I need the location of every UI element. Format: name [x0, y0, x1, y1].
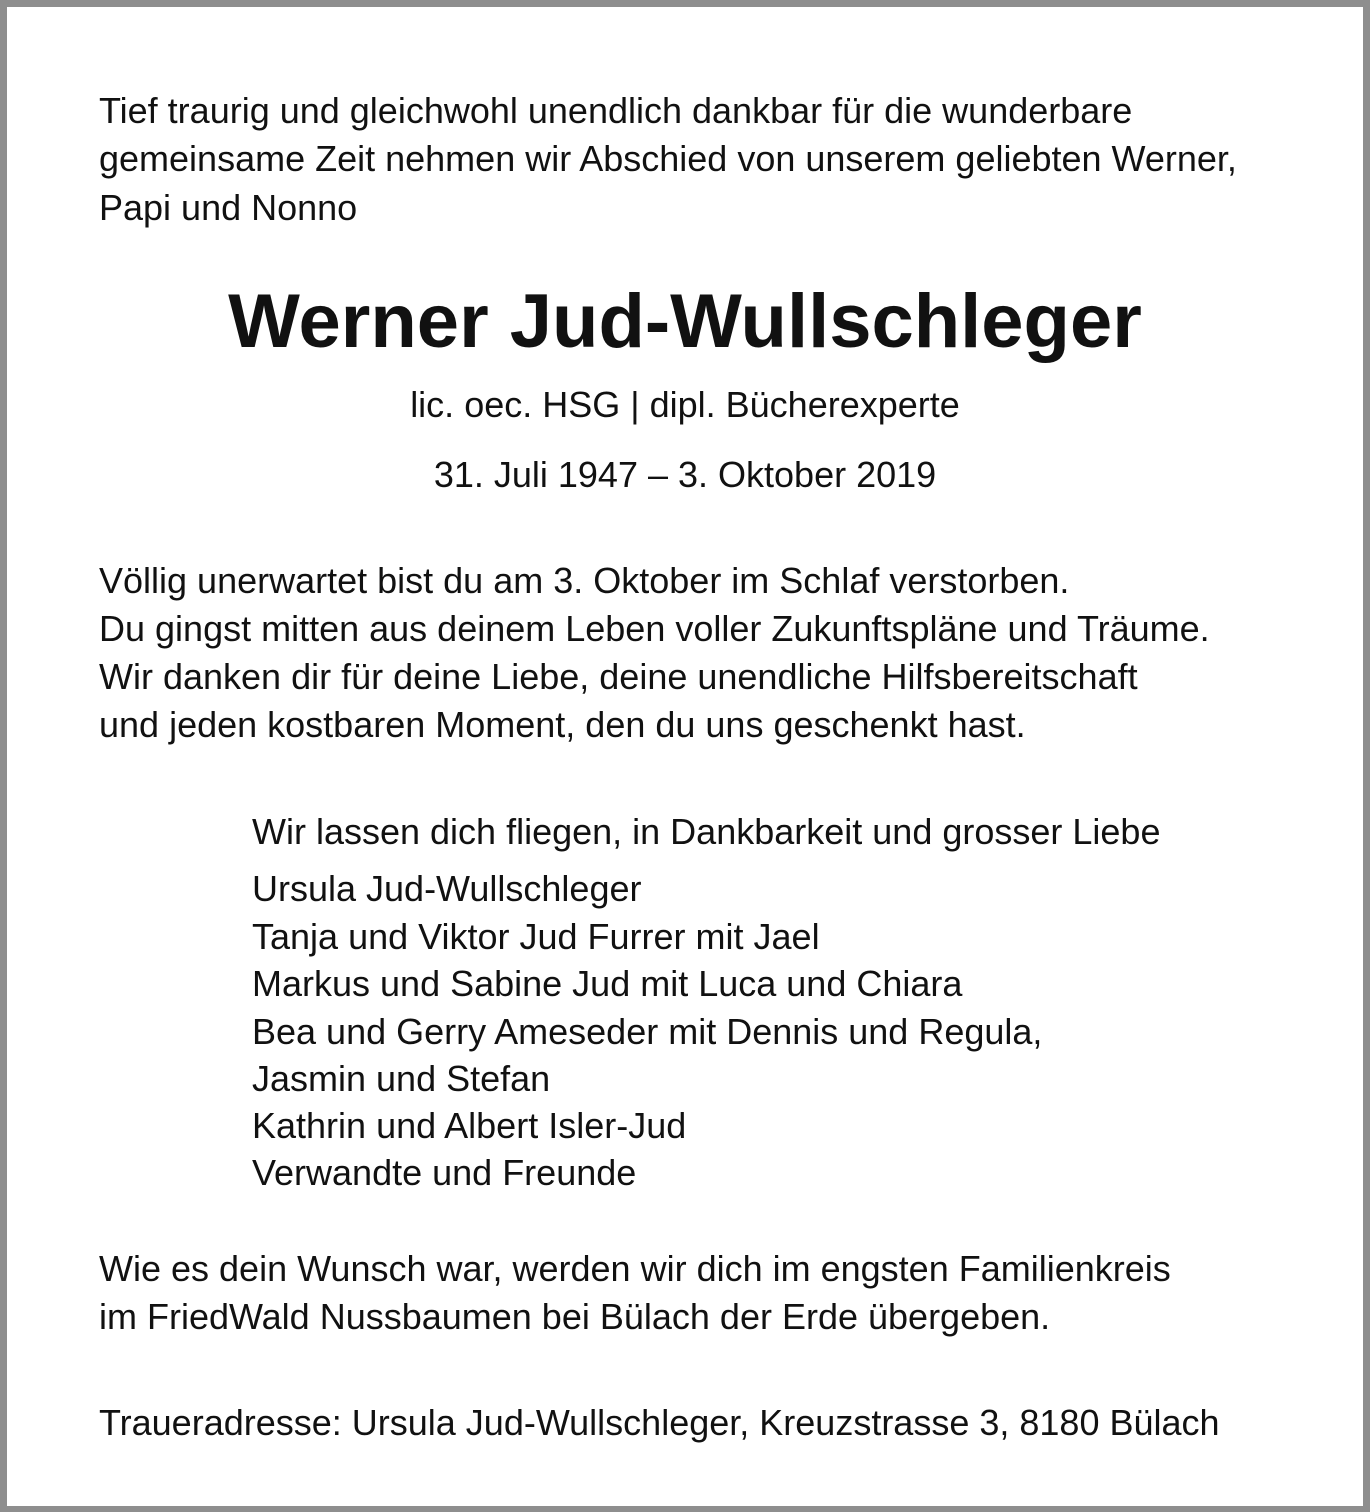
mourner-name: Kathrin und Albert Isler-Jud	[252, 1105, 687, 1146]
mourner-name: Markus und Sabine Jud mit Luca und Chiara	[252, 963, 963, 1004]
deceased-name: Werner Jud-Wullschleger	[228, 279, 1142, 364]
message-line-2: Du gingst mitten aus deinem Leben voller Zukunftspläne und Träume.	[99, 608, 1210, 649]
intro-line-3: Papi und Nonno	[99, 187, 358, 228]
message-line-1: Völlig unerwartet bist du am 3. Oktober im Schlaf verstorben.	[99, 560, 1070, 601]
mourner-name: Ursula Jud-Wullschleger	[252, 868, 642, 909]
deceased-title: lic. oec. HSG | dipl. Bücherexperte	[410, 384, 960, 425]
intro-line-2: gemeinsame Zeit nehmen wir Abschied von unserem geliebten Werner,	[99, 138, 1237, 179]
burial-line-2: im FriedWald Nussbaumen bei Bülach der Erde übergeben.	[99, 1296, 1051, 1337]
message-line-3: Wir danken dir für deine Liebe, deine unendliche Hilfsbereitschaft	[99, 656, 1138, 697]
mourning-address: Traueradresse: Ursula Jud-Wullschleger, Kreuzstrasse 3, 8180 Bülach	[99, 1402, 1220, 1443]
mourner-name: Jasmin und Stefan	[252, 1058, 551, 1099]
mourner-name: Bea und Gerry Ameseder mit Dennis und Regula,	[252, 1011, 1043, 1052]
intro-line-1: Tief traurig und gleichwohl unendlich dankbar für die wunderbare	[99, 90, 1133, 131]
mourner-name: Tanja und Viktor Jud Furrer mit Jael	[252, 916, 820, 957]
mourner-name: Verwandte und Freunde	[252, 1152, 637, 1193]
farewell-line: Wir lassen dich fliegen, in Dankbarkeit und grosser Liebe	[252, 811, 1161, 852]
deceased-dates: 31. Juli 1947 – 3. Oktober 2019	[433, 454, 937, 495]
burial-line-1: Wie es dein Wunsch war, werden wir dich im engsten Familienkreis	[99, 1248, 1171, 1289]
message-line-4: und jeden kostbaren Moment, den du uns geschenkt hast.	[99, 704, 1026, 745]
